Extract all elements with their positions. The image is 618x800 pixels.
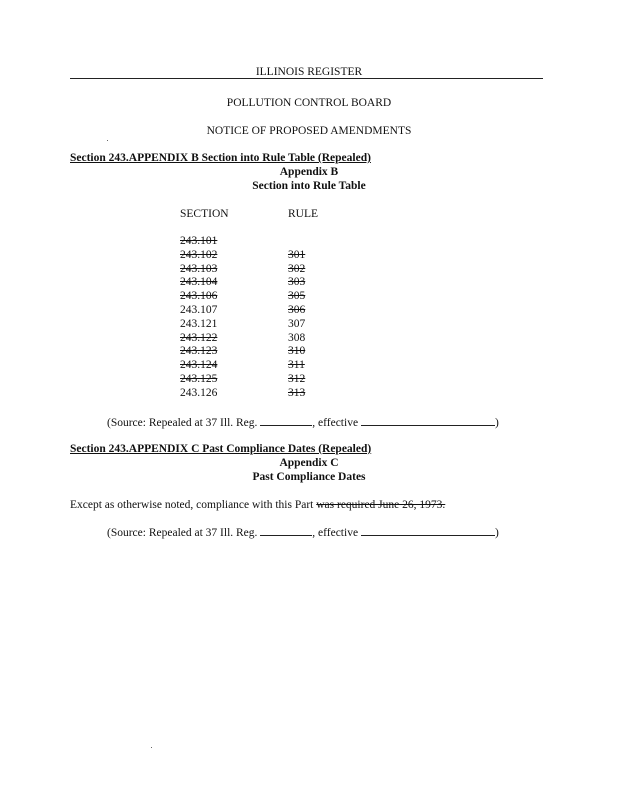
reg-number-blank (260, 416, 312, 426)
source-suffix: ) (494, 417, 499, 429)
notice-title: NOTICE OF PROPOSED AMENDMENTS (206, 125, 412, 137)
rule-number: 305 (288, 290, 306, 303)
section-number: 243.104 (180, 276, 218, 289)
reg-number-blank (260, 526, 312, 536)
section-number: 243.122 (180, 331, 218, 344)
rule-number: 310 (288, 345, 306, 358)
compliance-struck-text: was required June 26, 1973. (316, 499, 446, 511)
appendix-b-source (107, 416, 499, 429)
register-title: ILLINOIS REGISTER (255, 66, 363, 78)
column-header-rule: RULE (288, 208, 319, 220)
scan-speck (107, 140, 108, 141)
rule-number: 313 (288, 386, 306, 399)
section-number: 243.103 (180, 262, 218, 275)
appendix-c-title: Appendix C (279, 457, 339, 469)
column-header-section: SECTION (180, 208, 229, 220)
source-prefix: (Source: Repealed at 37 Ill. Reg. (107, 527, 261, 539)
source-prefix: (Source: Repealed at 37 Ill. Reg. (107, 417, 261, 429)
section-number: 243.123 (180, 345, 218, 358)
rule-number: 306 (288, 304, 306, 316)
appendix-b-title: Appendix B (279, 166, 339, 178)
board-name: POLLUTION CONTROL BOARD (226, 97, 392, 109)
rule-number: 311 (288, 359, 305, 372)
effective-date-blank (361, 416, 495, 426)
rule-number: 312 (288, 373, 306, 385)
rule-number: 308 (288, 331, 306, 344)
source-middle: , effective (312, 417, 361, 429)
rule-number: 303 (288, 276, 306, 289)
rule-number: 301 (288, 248, 306, 261)
compliance-text: Except as otherwise noted, compliance with this Part (70, 499, 317, 511)
section-number: 243.107 (180, 304, 218, 316)
appendix-b-subtitle: Section into Rule Table (252, 180, 366, 192)
section-number: 243.124 (180, 359, 218, 372)
section-number: 243.126 (180, 386, 218, 399)
appendix-c-subtitle: Past Compliance Dates (252, 471, 366, 483)
section-number: 243.121 (180, 317, 218, 330)
source-middle: , effective (312, 527, 361, 539)
section-number: 243.101 (180, 235, 218, 247)
compliance-statement (70, 499, 445, 511)
appendix-b-heading: Section 243.APPENDIX B Section into Rule Table (Repealed) (70, 152, 371, 164)
section-number: 243.102 (180, 248, 218, 261)
section-number: 243.125 (180, 373, 218, 385)
scan-speck (151, 747, 152, 748)
effective-date-blank (361, 526, 495, 536)
rule-number: 307 (288, 317, 306, 330)
appendix-c-source (107, 526, 499, 539)
rule-number: 302 (288, 262, 306, 275)
appendix-c-heading: Section 243.APPENDIX C Past Compliance Dates (Repealed) (70, 443, 372, 455)
header-divider (70, 78, 543, 79)
source-suffix: ) (494, 527, 499, 539)
section-number: 243.106 (180, 290, 218, 303)
